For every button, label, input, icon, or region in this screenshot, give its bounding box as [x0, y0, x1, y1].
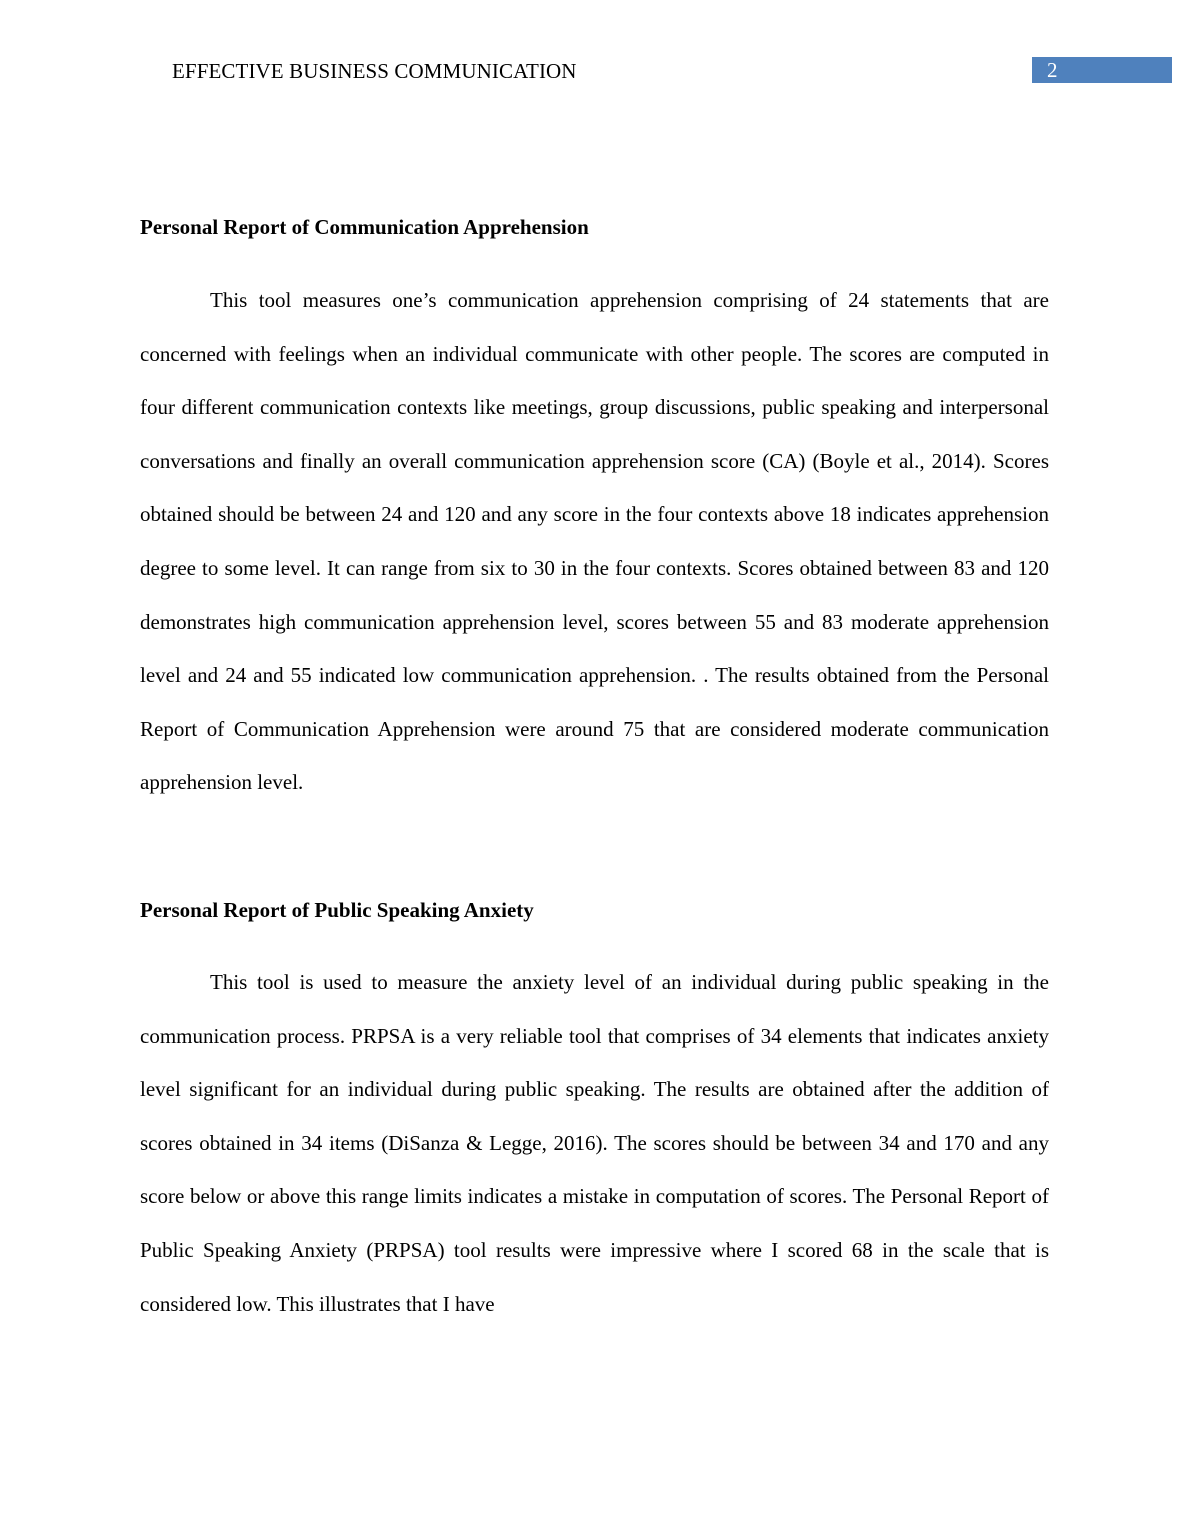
section-heading-communication-apprehension: Personal Report of Communication Apprehension — [140, 215, 589, 239]
section-body-public-speaking-anxiety: This tool is used to measure the anxiety level of an individual during public speaking in the communication process. PRPSA is a very reliable tool that comprises of 34 elements that indicates anxiety level significant for an individual during public speaking. The results are obtained after the addition of scores obtained in 34 items (DiSanza & Legge, 2016). The scores should be between 34 and 170 and any score below or above this range limits indicates a mistake in computation of scores. The Personal Report of Public Speaking Anxiety (PRPSA) tool results were impressive where I scored 68 in the scale that is considered low. This illustrates that I have — [140, 970, 1049, 1316]
running-header-title: EFFECTIVE BUSINESS COMMUNICATION — [172, 59, 577, 83]
page-number-box — [1032, 57, 1172, 83]
section-body-communication-apprehension: This tool measures one’s communication apprehension comprising of 24 statements that are concerned with feelings when an individual communicate with other people. The scores are computed in four different communication contexts like meetings, group discussions, public speaking and interpersonal conversations and finally an overall communication apprehension score (CA) (Boyle et al., 2014). Scores obtained should be between 24 and 120 and any score in the four contexts above 18 indicates apprehension degree to some level. It can range from six to 30 in the four contexts. Scores obtained between 83 and 120 demonstrates high communication apprehension level, scores between 55 and 83 moderate apprehension level and 24 and 55 indicated low communication apprehension. . The results obtained from the Personal Report of Communication Apprehension were around 75 that are considered moderate communication apprehension level. — [140, 288, 1049, 795]
page-number: 2 — [1047, 58, 1058, 82]
section-heading-public-speaking-anxiety: Personal Report of Public Speaking Anxiety — [140, 898, 534, 922]
